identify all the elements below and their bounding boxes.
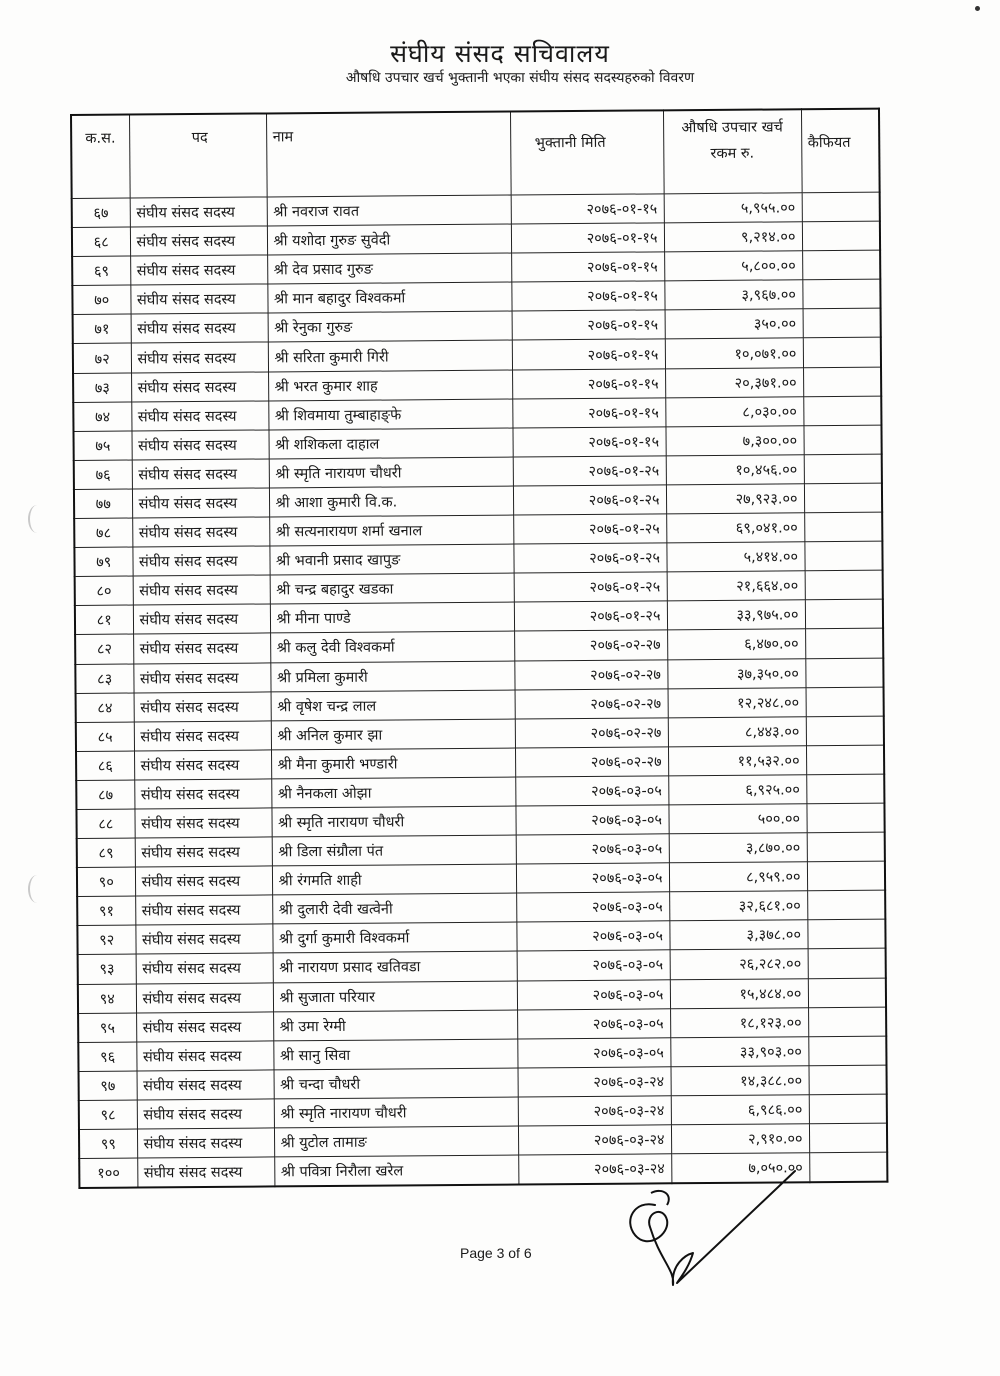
cell-date: २०७६-०१-२५: [514, 572, 667, 602]
cell-name: श्री मान बहादुर विश्वकर्मा: [267, 282, 511, 313]
cell-date: २०७६-०१-२५: [513, 543, 666, 573]
cell-serial: ९४: [78, 984, 136, 1014]
cell-remarks: [807, 919, 885, 949]
cell-post: संघीय संसद सदस्य: [133, 575, 270, 605]
cell-serial: ८०: [75, 576, 133, 606]
cell-post: संघीय संसद सदस्य: [135, 837, 272, 867]
cell-date: २०७६-०३-०५: [517, 950, 670, 980]
cell-date: २०७६-०३-२४: [518, 1125, 671, 1155]
cell-date: २०७६-०२-२७: [514, 659, 667, 689]
cell-post: संघीय संसद सदस्य: [132, 488, 269, 518]
cell-remarks: [804, 483, 882, 513]
cell-amount: २६,२८२.००: [670, 949, 808, 979]
cell-serial: ९९: [79, 1129, 137, 1159]
cell-amount: ६,४७०.००: [667, 629, 805, 659]
cell-serial: ७६: [74, 460, 132, 490]
cell-name: श्री डिला संग्रौला पंत: [272, 835, 516, 866]
cell-date: २०७६-०३-०५: [515, 776, 668, 806]
cell-name: श्री पवित्रा निरौला खरेल: [274, 1155, 518, 1187]
cell-serial: ६९: [72, 256, 130, 286]
cell-amount: २,९१०.००: [671, 1124, 809, 1154]
cell-remarks: [804, 512, 882, 542]
cell-remarks: [805, 599, 883, 629]
cell-serial: ६७: [72, 198, 130, 228]
cell-post: संघीय संसद सदस्य: [133, 604, 270, 634]
cell-name: श्री अनिल कुमार झा: [271, 719, 515, 750]
cell-remarks: [803, 309, 881, 339]
cell-serial: ८४: [76, 693, 134, 723]
signature-mark: [615, 1165, 805, 1295]
cell-name: श्री शिवमाया तुम्बाहाङ्फे: [268, 399, 512, 430]
cell-remarks: [805, 570, 883, 600]
cell-post: संघीय संसद सदस्य: [131, 430, 268, 460]
payment-table: [70, 108, 888, 1190]
cell-amount: ९,२१४.००: [664, 222, 802, 252]
cell-post: संघीय संसद सदस्य: [131, 342, 268, 372]
cell-name: श्री सरिता कुमारी गिरी: [268, 341, 512, 372]
cell-name: श्री सत्यनारायण शर्मा खनाल: [269, 515, 513, 546]
cell-post: संघीय संसद सदस्य: [134, 750, 271, 780]
cell-date: २०७६-०३-०५: [517, 979, 670, 1009]
cell-post: संघीय संसद सदस्य: [131, 372, 268, 402]
cell-name: श्री दुर्गा कुमारी विश्वकर्मा: [272, 922, 516, 953]
cell-name: श्री स्मृति नारायण चौधरी: [271, 806, 515, 837]
cell-serial: ७५: [73, 431, 131, 461]
cell-serial: ८६: [76, 751, 134, 781]
cell-amount: ३३,९०३.००: [670, 1036, 808, 1066]
cell-amount: ५,९५५.००: [664, 193, 802, 223]
cell-serial: ७४: [73, 402, 131, 432]
cell-date: २०७६-०१-१५: [512, 310, 665, 340]
cell-amount: ३,३७८.००: [669, 920, 807, 950]
cell-name: श्री सुजाता परियार: [273, 981, 517, 1012]
cell-serial: ८८: [76, 809, 134, 839]
cell-remarks: [807, 890, 885, 920]
cell-amount: ३७,३५०.००: [667, 658, 805, 688]
table-wrapper: [70, 108, 886, 1190]
page-title: संघीय संसद सचिवालय: [390, 39, 610, 68]
cell-post: संघीय संसद सदस्य: [137, 1128, 274, 1158]
cell-amount: ३५०.००: [665, 309, 803, 339]
cell-serial: ८९: [77, 838, 135, 868]
cell-date: २०७६-०१-२५: [513, 514, 666, 544]
cell-date: २०७६-०२-२७: [515, 718, 668, 748]
cell-remarks: [807, 832, 885, 862]
page-subtitle: औषधि उपचार खर्च भुक्तानी भएका संघीय संसद सदस्यहरुको विवरण: [345, 70, 695, 86]
cell-amount: १०,४५६.००: [666, 455, 804, 485]
cell-remarks: [804, 541, 882, 571]
cell-remarks: [806, 716, 884, 746]
cell-remarks: [806, 687, 884, 717]
cell-date: २०७६-०३-२४: [518, 1067, 671, 1097]
cell-amount: ३,८७०.००: [669, 833, 807, 863]
cell-amount: ६,९८६.००: [671, 1095, 809, 1125]
cell-serial: ७९: [74, 547, 132, 577]
cell-serial: ८१: [75, 605, 133, 635]
cell-date: २०७६-०१-१५: [512, 339, 665, 369]
cell-post: संघीय संसद सदस्य: [130, 255, 267, 285]
cell-date: २०७६-०३-०५: [517, 1008, 670, 1038]
cell-remarks: [809, 1094, 887, 1124]
cell-serial: ७७: [74, 489, 132, 519]
cell-date: २०७६-०३-०५: [516, 863, 669, 893]
cell-amount: १४,३८८.००: [671, 1066, 809, 1096]
cell-post: संघीय संसद सदस्य: [135, 924, 272, 954]
cell-amount: ३२,६८१.००: [669, 891, 807, 921]
table-header-row: [71, 109, 880, 199]
cell-amount: २१,६६४.००: [667, 571, 805, 601]
cell-name: श्री वृषेश चन्द्र लाल: [271, 690, 515, 721]
cell-amount: ८,०३०.००: [665, 396, 803, 426]
cell-amount: ६९,०४१.००: [666, 513, 804, 543]
cell-date: २०७६-०२-२७: [515, 747, 668, 777]
cell-amount: ३३,९७५.००: [667, 600, 805, 630]
cell-post: संघीय संसद सदस्य: [130, 197, 267, 227]
cell-remarks: [806, 774, 884, 804]
cell-remarks: [804, 454, 882, 484]
cell-amount: ८,४४३.००: [668, 716, 806, 746]
cell-date: २०७६-०१-१५: [512, 368, 665, 398]
cell-amount: ११,५३२.००: [668, 746, 806, 776]
cell-serial: ९७: [79, 1071, 137, 1101]
cell-remarks: [808, 949, 886, 979]
cell-remarks: [808, 1065, 886, 1095]
column-header-post: पद: [129, 113, 267, 198]
cell-post: संघीय संसद सदस्य: [133, 633, 270, 663]
cell-date: २०७६-०२-२७: [514, 630, 667, 660]
cell-date: २०७६-०१-२५: [513, 456, 666, 486]
scan-edge-mark: [28, 875, 46, 903]
cell-name: श्री चन्द्र बहादुर खडका: [270, 573, 514, 604]
page-number: Page 3 of 6: [460, 1245, 532, 1261]
cell-post: संघीय संसद सदस्य: [132, 459, 269, 489]
cell-date: २०७६-०३-०५: [515, 805, 668, 835]
cell-amount: १०,०७१.००: [665, 338, 803, 368]
cell-post: संघीय संसद सदस्य: [130, 226, 267, 256]
column-header-serial: क.स.: [71, 115, 130, 199]
table-body: [72, 192, 888, 1188]
cell-post: संघीय संसद सदस्य: [137, 1070, 274, 1100]
cell-post: संघीय संसद सदस्य: [132, 517, 269, 547]
cell-post: संघीय संसद सदस्य: [134, 721, 271, 751]
cell-remarks: [809, 1152, 887, 1182]
cell-remarks: [802, 221, 880, 251]
cell-serial: ९६: [78, 1042, 136, 1072]
cell-date: २०७६-०३-०५: [516, 834, 669, 864]
cell-date: २०७६-०३-२४: [518, 1154, 671, 1185]
cell-name: श्री नवराज रावत: [267, 195, 511, 226]
cell-amount: ७,३००.००: [665, 425, 803, 455]
cell-remarks: [803, 367, 881, 397]
cell-remarks: [803, 425, 881, 455]
cell-name: श्री मीना पाण्डे: [270, 602, 514, 633]
cell-serial: ८५: [76, 722, 134, 752]
cell-post: संघीय संसद सदस्य: [134, 808, 271, 838]
cell-amount: १२,२४८.००: [668, 687, 806, 717]
cell-post: संघीय संसद सदस्य: [134, 692, 271, 722]
cell-serial: ९८: [79, 1100, 137, 1130]
cell-remarks: [805, 629, 883, 659]
cell-serial: ८२: [75, 634, 133, 664]
cell-serial: १००: [79, 1158, 137, 1188]
cell-date: २०७६-०३-०५: [516, 892, 669, 922]
cell-post: संघीय संसद सदस्य: [136, 953, 273, 983]
cell-date: २०७६-०१-१५: [511, 194, 664, 224]
cell-date: २०७६-०३-०५: [517, 1038, 670, 1068]
cell-post: संघीय संसद सदस्य: [131, 313, 268, 343]
cell-post: संघीय संसद सदस्य: [136, 1012, 273, 1042]
cell-remarks: [803, 338, 881, 368]
cell-post: संघीय संसद सदस्य: [131, 401, 268, 431]
cell-date: २०७६-०१-१५: [512, 397, 665, 427]
cell-amount: ८,९५९.००: [669, 862, 807, 892]
cell-serial: ९२: [77, 925, 135, 955]
cell-name: श्री रंगमति शाही: [272, 864, 516, 895]
cell-amount: २७,९२३.००: [666, 484, 804, 514]
cell-remarks: [808, 978, 886, 1008]
cell-date: २०७६-०१-१५: [512, 427, 665, 457]
cell-name: श्री आशा कुमारी वि.क.: [269, 486, 513, 517]
cell-remarks: [805, 658, 883, 688]
corner-dot: [975, 6, 980, 11]
cell-amount: ५,८००.००: [664, 251, 802, 281]
cell-remarks: [802, 250, 880, 280]
cell-amount: १८,१२३.००: [670, 1007, 808, 1037]
cell-name: श्री स्मृति नारायण चौधरी: [269, 457, 513, 488]
cell-remarks: [808, 1007, 886, 1037]
cell-date: २०७६-०२-२७: [515, 688, 668, 718]
cell-post: संघीय संसद सदस्य: [137, 1157, 274, 1188]
cell-amount: ३,९६७.००: [664, 280, 802, 310]
cell-name: श्री सानु सिवा: [273, 1039, 517, 1070]
cell-serial: ८७: [76, 780, 134, 810]
column-header-amount: औषधि उपचार खर्च रकम रु.: [663, 109, 802, 194]
cell-date: २०७६-०१-१५: [511, 223, 664, 253]
cell-amount: ६,९२५.००: [668, 775, 806, 805]
cell-post: संघीय संसद सदस्य: [130, 284, 267, 314]
cell-name: श्री कलु देवी विश्वकर्मा: [270, 631, 514, 662]
cell-remarks: [803, 396, 881, 426]
column-header-remarks: कैफियत: [801, 109, 880, 193]
cell-name: श्री नैनकला ओझा: [271, 777, 515, 808]
cell-serial: ६८: [72, 227, 130, 257]
cell-amount: १५,४८४.००: [670, 978, 808, 1008]
cell-serial: ९३: [78, 954, 136, 984]
cell-amount: २०,३७१.००: [665, 367, 803, 397]
column-header-date: भुक्तानी मिति: [510, 110, 664, 195]
cell-date: २०७६-०१-१५: [511, 281, 664, 311]
cell-name: श्री शशिकला दाहाल: [268, 428, 512, 459]
cell-name: श्री स्मृति नारायण चौधरी: [274, 1097, 518, 1128]
cell-name: श्री युटोल तामाङ: [274, 1126, 518, 1157]
cell-serial: ७२: [73, 343, 131, 373]
cell-date: २०७६-०१-२५: [513, 485, 666, 515]
cell-remarks: [807, 861, 885, 891]
column-header-name: नाम: [266, 112, 511, 197]
cell-post: संघीय संसद सदस्य: [137, 1099, 274, 1129]
cell-name: श्री उमा रेग्मी: [273, 1010, 517, 1041]
cell-remarks: [806, 803, 884, 833]
cell-name: श्री चन्दा चौधरी: [274, 1068, 518, 1099]
cell-name: श्री रेनुका गुरुङ: [268, 311, 512, 342]
cell-post: संघीय संसद सदस्य: [136, 1041, 273, 1071]
cell-remarks: [802, 279, 880, 309]
cell-post: संघीय संसद सदस्य: [135, 895, 272, 925]
cell-serial: ९०: [77, 867, 135, 897]
cell-name: श्री यशोदा गुरुङ सुवेदी: [267, 224, 511, 255]
cell-serial: ७३: [73, 373, 131, 403]
cell-post: संघीय संसद सदस्य: [135, 866, 272, 896]
cell-remarks: [806, 745, 884, 775]
cell-date: २०७६-०३-०५: [516, 921, 669, 951]
cell-amount: ५,४१४.००: [666, 542, 804, 572]
cell-post: संघीय संसद सदस्य: [134, 779, 271, 809]
cell-serial: ९१: [77, 896, 135, 926]
cell-remarks: [802, 192, 880, 222]
cell-post: संघीय संसद सदस्य: [133, 662, 270, 692]
cell-serial: ८३: [75, 664, 133, 694]
scan-edge-mark: [28, 505, 46, 533]
cell-remarks: [808, 1036, 886, 1066]
cell-name: श्री देव प्रसाद गुरुङ: [267, 253, 511, 284]
cell-amount: ५००.००: [668, 804, 806, 834]
cell-amount: ७,०५०.००: [671, 1153, 809, 1184]
cell-serial: ७०: [72, 285, 130, 315]
cell-name: श्री नारायण प्रसाद खतिवडा: [273, 951, 517, 982]
cell-post: संघीय संसद सदस्य: [132, 546, 269, 576]
cell-post: संघीय संसद सदस्य: [136, 982, 273, 1012]
cell-serial: ७८: [74, 518, 132, 548]
cell-name: श्री भवानी प्रसाद खापुङ: [269, 544, 513, 575]
cell-serial: ९५: [78, 1013, 136, 1043]
cell-name: श्री भरत कुमार शाह: [268, 370, 512, 401]
cell-serial: ७१: [73, 314, 131, 344]
cell-name: श्री मैना कुमारी भण्डारी: [271, 748, 515, 779]
cell-name: श्री दुलारी देवी खत्वेनी: [272, 893, 516, 924]
cell-date: २०७६-०३-२४: [518, 1096, 671, 1126]
cell-date: २०७६-०१-२५: [514, 601, 667, 631]
cell-name: श्री प्रमिला कुमारी: [270, 661, 514, 692]
cell-remarks: [809, 1123, 887, 1153]
cell-date: २०७६-०१-१५: [511, 252, 664, 282]
